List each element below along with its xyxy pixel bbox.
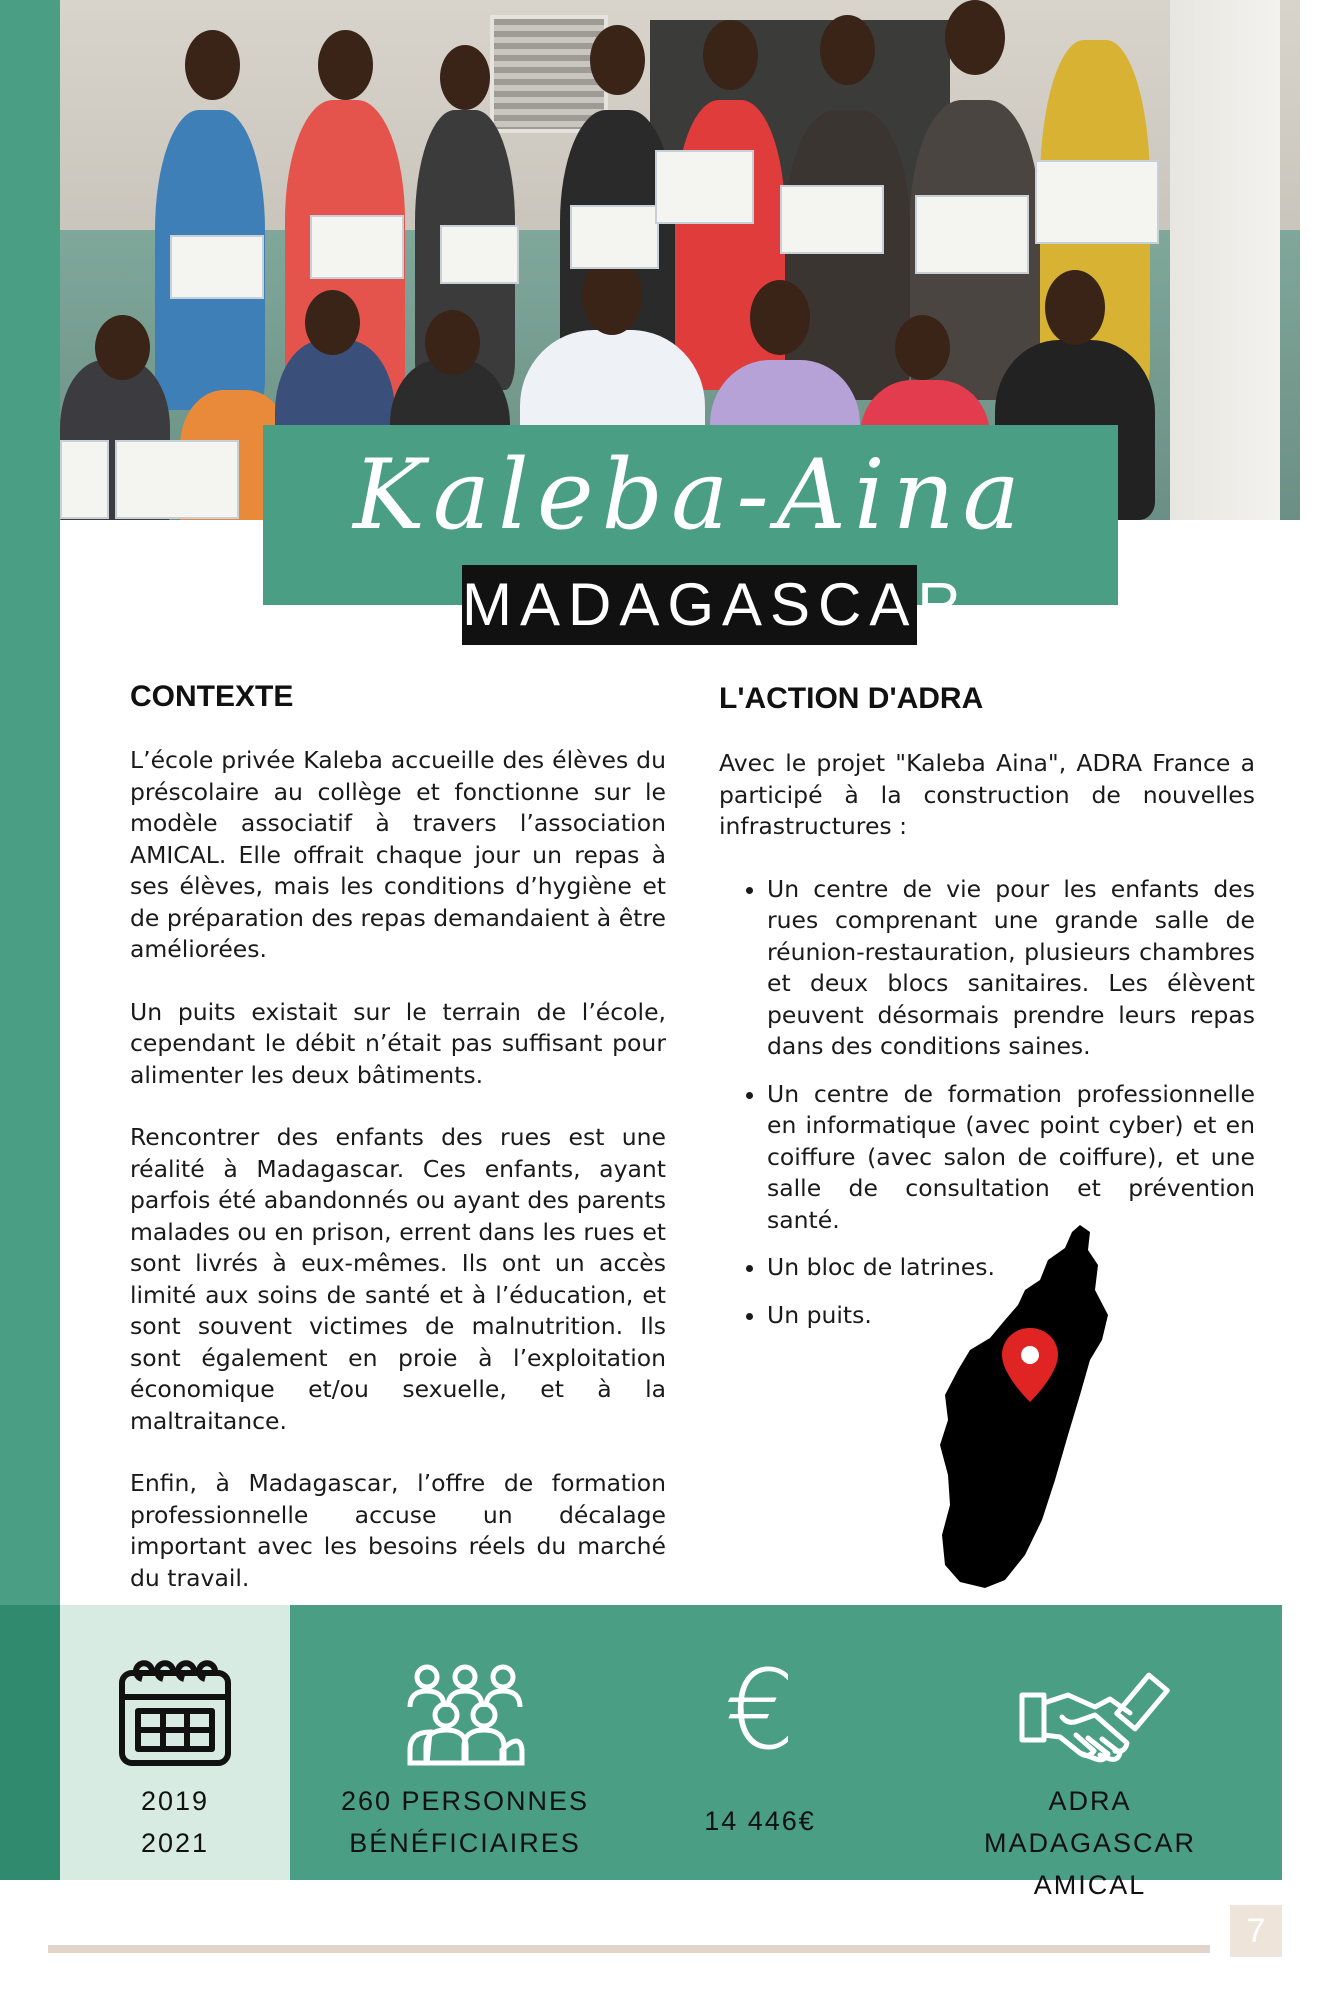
stat-partner-2: AMICAL bbox=[1033, 1870, 1147, 1900]
stat-beneficiaries bbox=[330, 1605, 600, 1880]
project-title: Kaleba-Aina bbox=[353, 439, 1028, 551]
stat-beneficiaries-label bbox=[330, 1780, 600, 1864]
action-list-item: • Un centre de vie pour les enfants des rues comprenant une grande salle de réunion-restauration, plusieurs chambres et deux blocs sanitaires. Les élèvent peuvent désormais prendre leurs repas dans des conditions saines. bbox=[767, 874, 1255, 1063]
context-paragraph: L’école privée Kaleba accueille des élèves du préscolaire au collège et fonctionne sur le modèle associatif à travers l’association AMICAL. Elle offrait chaque jour un repas à ses élèves, mais les conditions d’hygiène et de préparation des repas demandaient à être améliorées. bbox=[130, 746, 666, 963]
stat-beneficiaries-count: 260 PERSONNES bbox=[340, 1786, 590, 1816]
action-intro: Avec le projet "Kaleba Aina", ADRA France a participé à la construction de nouvelles infrastructures : bbox=[719, 749, 1255, 840]
context-body bbox=[130, 745, 666, 1625]
madagascar-map bbox=[930, 1220, 1120, 1590]
calendar-icon bbox=[60, 1655, 290, 1775]
context-heading: CONTEXTE bbox=[130, 680, 294, 713]
page-number: 7 bbox=[1230, 1905, 1282, 1957]
stat-beneficiaries-caption: BÉNÉFICIAIRES bbox=[349, 1828, 581, 1858]
context-paragraph: Un puits existait sur le terrain de l’école, cependant le débit n’était pas suffisant pour alimenter les deux bâtiments. bbox=[130, 997, 666, 1089]
handshake-icon bbox=[950, 1655, 1230, 1775]
stat-period-end: 2021 bbox=[140, 1828, 210, 1858]
action-list-item: • Un bloc de latrines. bbox=[767, 1252, 1255, 1284]
left-band-dark bbox=[0, 1605, 60, 1880]
stat-budget-label: 14 446€ bbox=[704, 1806, 816, 1836]
euro-icon: € bbox=[725, 1646, 795, 1774]
country-label: MADAGASCAR bbox=[462, 571, 969, 638]
footer-rule bbox=[48, 1945, 1210, 1953]
action-list-item: • Un centre de formation professionnelle en informatique (avec point cyber) et en coiffure (avec salon de coiffure), et une salle de consultation et prévention santé. bbox=[767, 1079, 1255, 1237]
stat-period-start: 2019 bbox=[140, 1786, 210, 1816]
stat-partners bbox=[950, 1605, 1230, 1900]
stat-partner-1: ADRA MADAGASCAR bbox=[983, 1786, 1197, 1858]
stat-budget bbox=[650, 1605, 870, 1880]
left-color-band bbox=[0, 0, 60, 1880]
context-paragraph: Enfin, à Madagascar, l’offre de formation professionnelle accuse un décalage important avec les besoins réels du marché du travail. bbox=[130, 1469, 666, 1592]
action-list-item: • Un puits. bbox=[767, 1300, 1255, 1332]
stat-partners-label bbox=[950, 1780, 1230, 1906]
action-heading: L'ACTION D'ADRA bbox=[719, 682, 984, 715]
context-paragraph: Rencontrer des enfants des rues est une réalité à Madagascar. Ces enfants, ayant parfois été abandonnés ou ayant des parents malades ou en prison, errent dans les rues et sont livrés à eux-mêmes. Ils ont un accès limité aux soins de santé et à l’éducation, et sont souvent victimes de malnutrition. Ils sont également en proie à l’exploitation économique et/ou sexuelle, et à la maltraitance. bbox=[130, 1123, 666, 1435]
people-group-icon bbox=[330, 1655, 600, 1775]
madagascar-silhouette bbox=[940, 1225, 1108, 1588]
stat-period-label bbox=[60, 1780, 290, 1864]
stat-period bbox=[60, 1605, 290, 1880]
